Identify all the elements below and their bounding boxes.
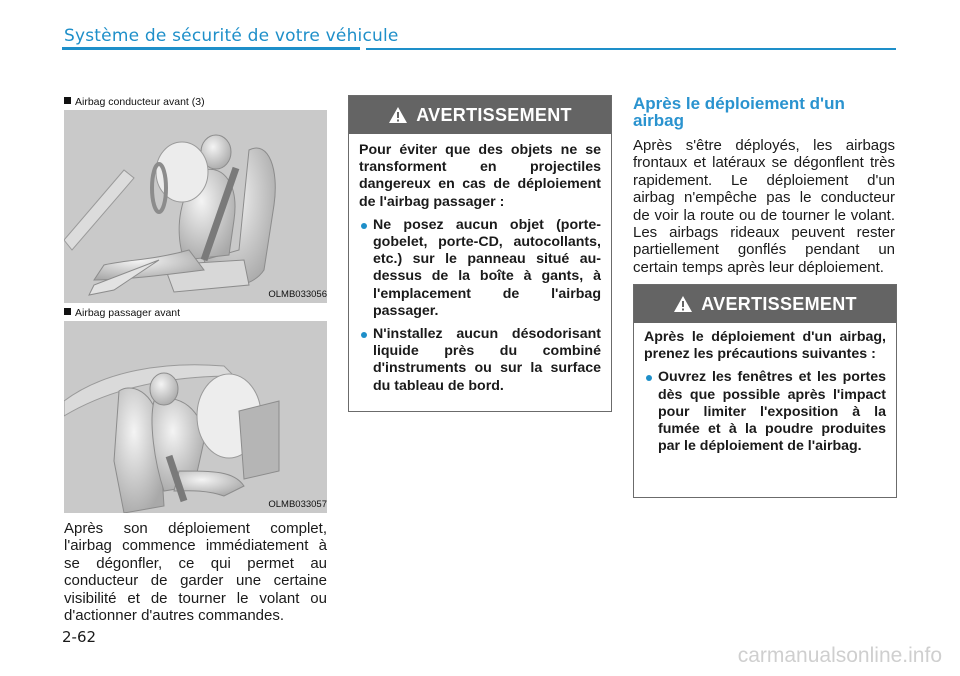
section-title: Après le déploiement d'un airbag <box>633 94 845 130</box>
warning-title: AVERTISSEMENT <box>701 293 857 314</box>
driver-airbag-drawing <box>64 110 327 303</box>
page-number: 2-62 <box>62 628 97 646</box>
figure-code-2: OLMB033057 <box>268 499 327 510</box>
deflation-paragraph: Après son déploiement complet, l'airbag commence immédiatement à se dégonfler, ce qui permet au conducteur de garder une certaine visibilité et de tourner le volant ou d'actionner d'autres commandes. <box>64 520 327 625</box>
warning-bullet: Ne posez aucun objet (porte-gobelet, porte-CD, autocollants, etc.) sur le panneau situé au-dessus de la boîte à gants, à l'emplacement de l'airbag passager. <box>359 217 601 320</box>
square-bullet-icon <box>64 308 71 315</box>
warning-bullet: N'installez aucun désodorisant liquide près du combiné d'instruments ou sur la surface du tableau de bord. <box>359 326 601 395</box>
warning-triangle-icon <box>388 106 408 124</box>
warning-bullet: Ouvrez les fenêtres et les portes dès que possible après l'impact pour limiter l'exposition à la fumée et à la poudre produites par le déploiement de l'airbag. <box>644 369 886 455</box>
figure-caption-passenger <box>64 307 180 319</box>
figure-caption-text: Airbag conducteur avant (3) <box>75 96 205 108</box>
warning-header <box>634 285 896 323</box>
driver-airbag-illustration <box>64 110 327 303</box>
warning-intro: Pour éviter que des objets ne se transforment en projectiles dangereux en cas de déploiement de l'airbag passager : <box>359 142 601 210</box>
watermark: carmanualsonline.info <box>737 644 942 667</box>
warning-body <box>634 323 896 455</box>
warning-body <box>349 134 611 395</box>
figure-caption-text: Airbag passager avant <box>75 307 181 319</box>
passenger-airbag-illustration <box>64 321 327 513</box>
warning-title: AVERTISSEMENT <box>416 104 572 125</box>
header-rule-thin <box>366 48 896 50</box>
header-rule-bold <box>62 47 360 50</box>
warning-box-after-deployment <box>633 284 897 498</box>
square-bullet-icon <box>64 97 71 104</box>
warning-header <box>349 96 611 134</box>
warning-intro: Après le déploiement d'un airbag, prenez les précautions suivantes : <box>644 329 886 363</box>
warning-triangle-icon <box>673 295 693 313</box>
chapter-title: Système de sécurité de votre véhicule <box>64 26 399 46</box>
passenger-airbag-drawing <box>64 321 327 513</box>
warning-box-objects <box>348 95 612 412</box>
figure-code-1: OLMB033056 <box>268 289 327 300</box>
figure-caption-driver <box>64 96 205 108</box>
section-paragraph: Après s'être déployés, les airbags frontaux et latéraux se dégonflent très rapidement. Le déploiement d'un airbag n'empêche pas le conducteur de voir la route ou de tourner le volant. Les airbags rideaux peuvent rester partiellement gonflés pendant un certain temps après leur déploiement. <box>633 137 895 276</box>
